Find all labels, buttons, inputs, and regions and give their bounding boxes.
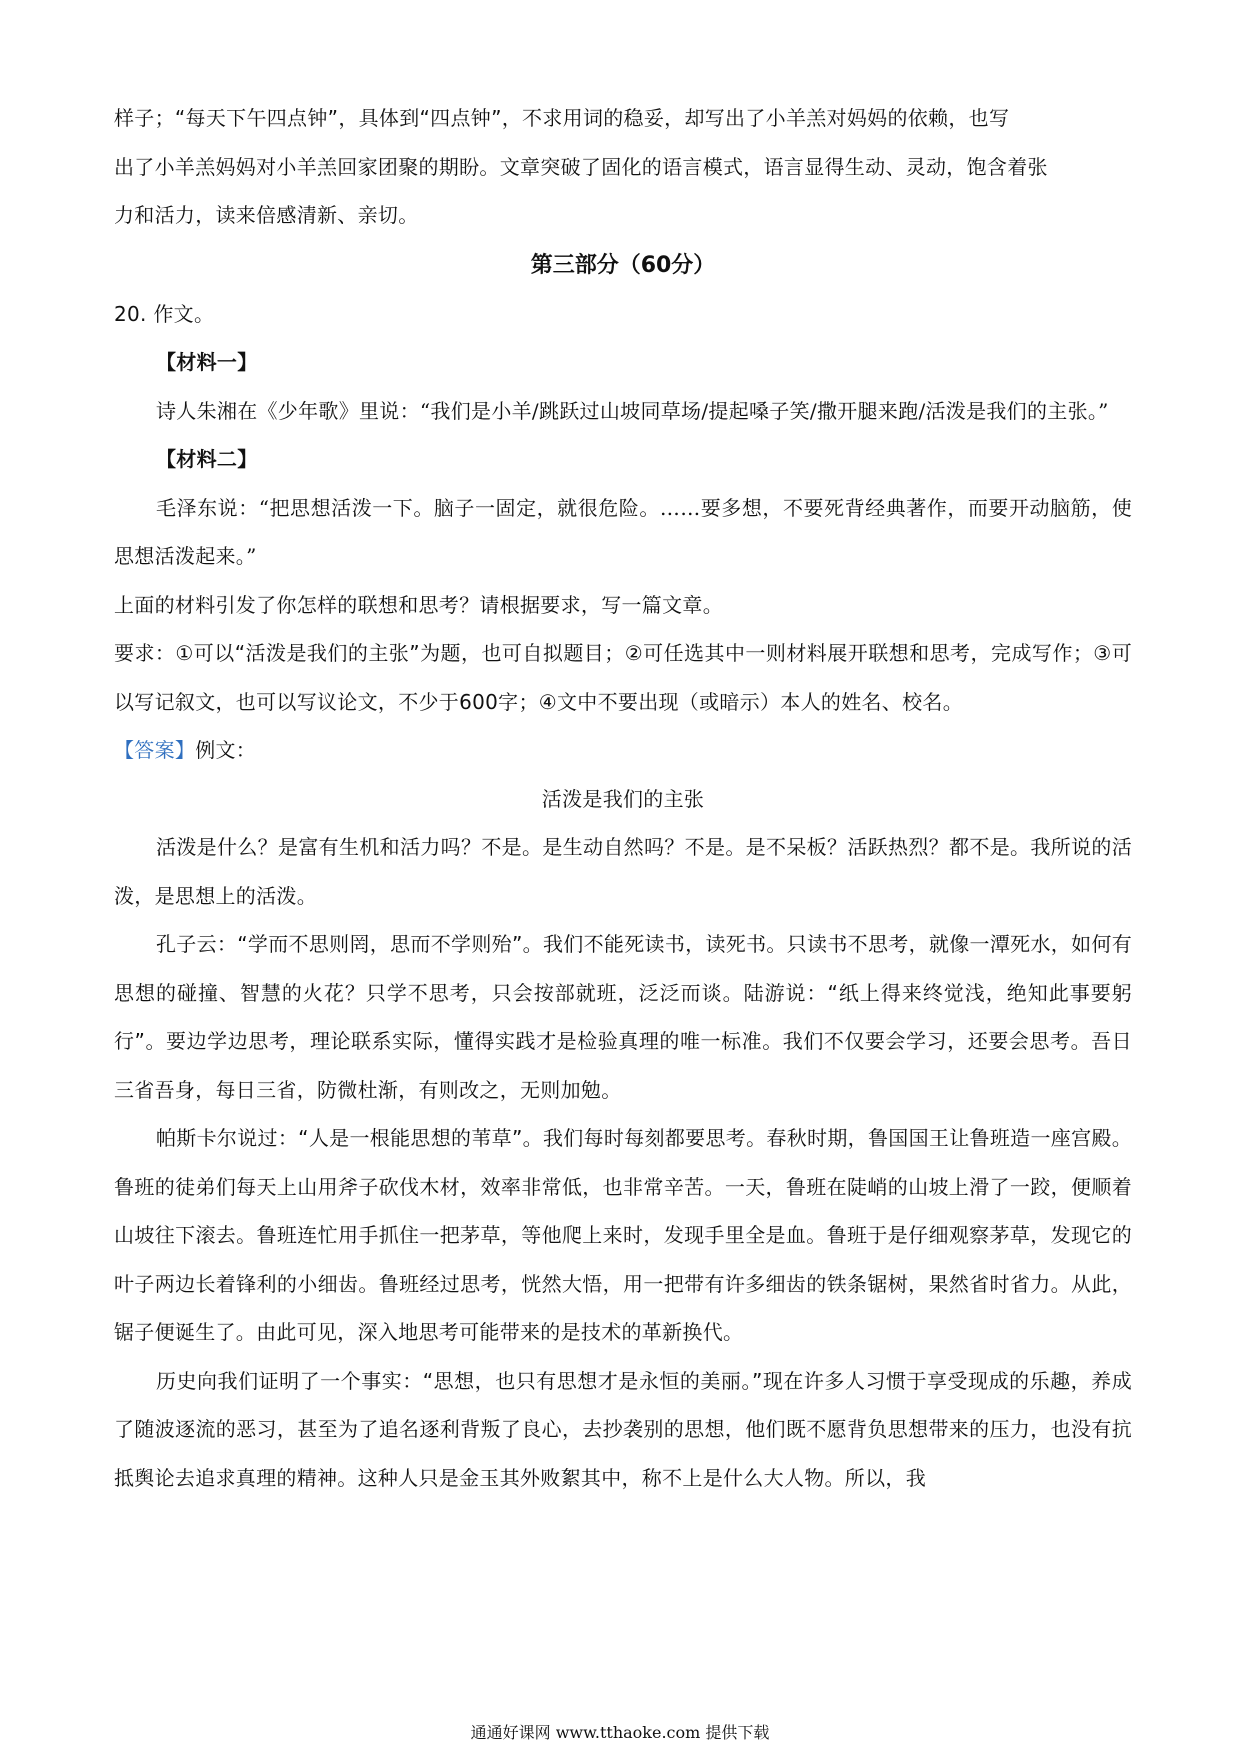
essay-paragraph-4: 历史向我们证明了一个事实：“思想，也只有思想才是永恒的美丽。”现在许多人习惯于享受现成的乐趣，养成了随波逐流的恶习，甚至为了追名逐利背叛了良心，去抄袭别的思想，他们既不愿背负思想带来的压力，也没有抗抵舆论去追求真理的精神。这种人只是金玉其外败絮其中，称不上是什么大人物。所以，我 <box>114 1368 1132 1490</box>
text-line: 样子；“每天下午四点钟”，具体到“四点钟”，不求用词的稳妥，却写出了小羊羔对妈妈的依赖，也写 <box>114 106 1010 130</box>
essay-paragraph-3: 帕斯卡尔说过：“人是一根能思想的苇草”。我们每时每刻都要思考。春秋时期，鲁国国王让鲁班造一座宫殿。鲁班的徒弟们每天上山用斧子砍伐木材，效率非常低，也非常辛苦。一天，鲁班在陡峭的山坡上滑了一跤，便顺着山坡往下滚去。鲁班连忙用手抓住一把茅草，等他爬上来时，发现手里全是血。鲁班于是仔细观察茅草，发现它的叶子两边长着锋利的小细齿。鲁班经过思考，恍然大悟，用一把带有许多细齿的铁条锯树，果然省时省力。从此，锯子便诞生了。由此可见，深入地思考可能带来的是技术的革新换代。 <box>114 1126 1132 1344</box>
material-two-label: 【材料二】 <box>156 447 258 471</box>
section-title: 第三部分（60分） <box>530 252 716 278</box>
material-one-label: 【材料一】 <box>156 350 258 374</box>
text-line: 出了小羊羔妈妈对小羊羔回家团聚的期盼。文章突破了固化的语言模式，语言显得生动、灵动，饱含着张 <box>114 154 1048 179</box>
footer-suffix: 提供下载 <box>705 1723 770 1742</box>
answer-heading <box>114 726 1132 775</box>
essay-title: 活泼是我们的主张 <box>541 786 705 811</box>
material-two-text: 毛泽东说：“把思想活泼一下。脑子一固定，就很危险。……要多想，不要死背经典著作，而要开动脑筋，使思想活泼起来。” <box>114 495 1132 568</box>
writing-prompt: 上面的材料引发了你怎样的联想和思考？请根据要求，写一篇文章。 <box>114 592 723 617</box>
page-footer <box>0 1723 1240 1743</box>
continued-paragraph <box>114 94 1132 240</box>
answer-label: 例文： <box>195 738 257 762</box>
document-body <box>114 94 1132 1502</box>
requirements: 要求：①可以“活泼是我们的主张”为题，也可自拟题目；②可任选其中一则材料展开联想和思考，完成写作；③可以写记叙文，也可以写议论文，不少于600字；④文中不要出现（或暗示）本人的姓名、校名。 <box>114 641 1132 714</box>
text-line: 力和活力，读来倍感清新、亲切。 <box>114 203 419 227</box>
footer-brand: 通通好课网 <box>470 1723 551 1742</box>
material-one-text: 诗人朱湘在《少年歌》里说：“我们是小羊/跳跃过山坡同草场/提起嗓子笑/撒开腿来跑/活泼是我们的主张。” <box>156 398 1109 423</box>
essay-paragraph-1: 活泼是什么？是富有生机和活力吗？不是。是生动自然吗？不是。是不呆板？活跃热烈？都不是。我所说的活泼，是思想上的活泼。 <box>114 835 1132 908</box>
footer-site-link[interactable]: www.tthaoke.com <box>555 1723 701 1742</box>
question-number: 20. 作文。 <box>114 301 215 326</box>
essay-paragraph-2: 孔子云：“学而不思则罔，思而不学则殆”。我们不能死读书，读死书。只读书不思考，就像一潭死水，如何有思想的碰撞、智慧的火花？只学不思考，只会按部就班，泛泛而谈。陆游说：“纸上得来终觉浅，绝知此事要躬行”。要边学边思考，理论联系实际，懂得实践才是检验真理的唯一标准。我们不仅要会学习，还要会思考。吾日三省吾身，每日三省，防微杜渐，有则改之，无则加勉。 <box>114 932 1132 1102</box>
answer-tag: 【答案】 <box>114 738 196 762</box>
